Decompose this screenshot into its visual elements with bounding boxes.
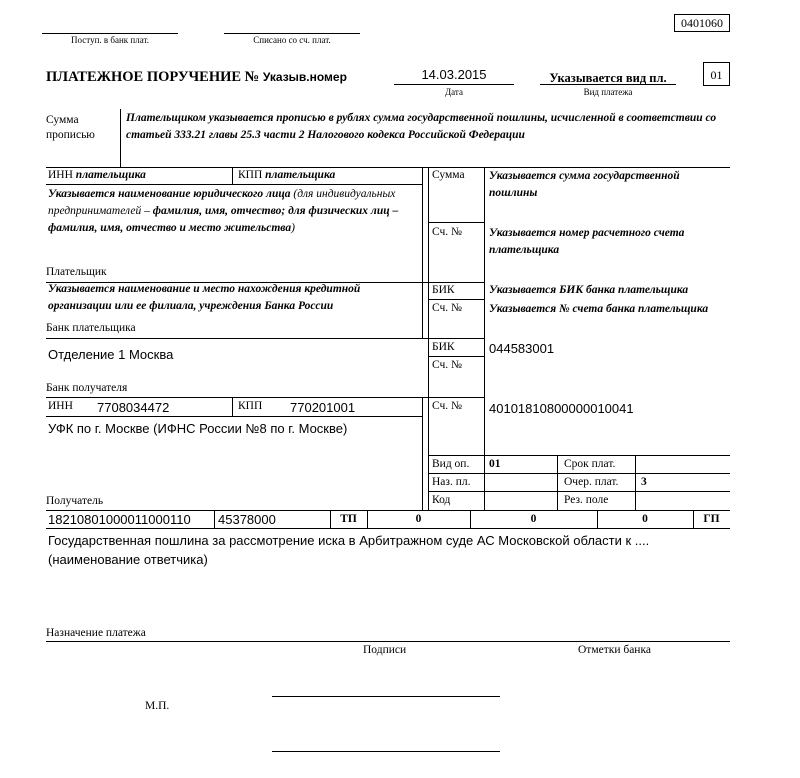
payer-amount-label: Сумма <box>432 169 465 181</box>
grid-line-2 <box>46 184 422 185</box>
grid-vline-right <box>484 167 485 510</box>
payee-name: УФК по г. Москве (ИФНС России №8 по г. Москве) <box>48 421 348 436</box>
payee-inn-label: ИНН <box>48 400 73 412</box>
payee-kpp-label: КПП <box>238 400 263 412</box>
grid-vline-left-2 <box>422 397 423 510</box>
signatures-label: Подписи <box>363 644 407 656</box>
code-label: Код <box>432 494 451 506</box>
purpose-line <box>46 641 730 642</box>
date-label: Дата <box>445 87 463 97</box>
grid-line-14 <box>46 528 730 529</box>
payer-name-normal2: ) <box>291 222 295 234</box>
payer-name-bold: Указывается наименование юридического лица <box>48 188 291 200</box>
payment-type-label: Вид платежа <box>583 87 633 97</box>
grid-vline-codes <box>557 455 558 510</box>
title-text: ПЛАТЕЖНОЕ ПОРУЧЕНИЕ № <box>46 69 260 85</box>
reserved-label: Рез. поле <box>564 494 609 506</box>
number-hint: Указыв.номер <box>262 70 347 84</box>
amount-words-divider <box>120 109 121 167</box>
payer-bank-bik-hint: Указывается БИК банка плательщика <box>489 284 689 296</box>
grid-line-3 <box>428 222 484 223</box>
payer-inn-hint: плательщика <box>75 169 146 181</box>
payer-inn <box>48 169 146 181</box>
grid-line-9 <box>46 416 422 417</box>
payee-account: 40101810800000010041 <box>489 401 634 416</box>
payee-account-label: Сч. № <box>432 400 463 412</box>
grid-vline-inn-kpp <box>232 167 233 184</box>
grid-line-13 <box>46 510 730 511</box>
kbk: 18210801000011000110 <box>48 512 191 527</box>
payer-inn-label: ИНН <box>48 169 73 181</box>
amount-words-label <box>46 113 95 143</box>
payee-label: Получатель <box>46 495 104 507</box>
amount-words-text: Плательщиком указывается прописью в рублях сумма государственной пошлины, исчисленной в соответствии со статьей 333.21 главы 25.3 части 2 Налогового кодекса Российской Федерации <box>126 112 717 141</box>
op-type-label: Вид оп. <box>432 458 470 470</box>
signature-line-2 <box>272 751 500 752</box>
payer-bank-bik-label: БИК <box>432 284 455 296</box>
payee-kpp: 770201001 <box>290 400 356 415</box>
grid-vline-inn-kpp-2 <box>232 397 233 416</box>
tax-div-1 <box>214 510 215 528</box>
stamp-label: М.П. <box>145 700 170 712</box>
payer-kpp <box>238 169 335 181</box>
date-line <box>394 84 514 85</box>
payer-bank-account-label: Сч. № <box>432 302 463 314</box>
payee-bank-name: Отделение 1 Москва <box>48 347 174 362</box>
grid-line-11 <box>428 473 730 474</box>
debited-label: Списано со сч. плат. <box>253 35 331 45</box>
purpose-label: Назначение платежа <box>46 627 146 639</box>
payee-inn: 7708034472 <box>97 400 170 415</box>
grid-line-12 <box>428 491 730 492</box>
grid-vline-mid <box>428 167 429 510</box>
payment-type-line <box>540 84 676 85</box>
date-value: 14.03.2015 <box>421 67 487 82</box>
payer-label: Плательщик <box>46 266 107 278</box>
payer-bank-name-hint: Указывается наименование и место нахождения кредитной организации или ее филиала, учреждения Банка России <box>48 283 361 312</box>
payer-account-label: Сч. № <box>432 226 463 238</box>
purpose-code-label: Наз. пл. <box>432 476 471 488</box>
received-date-line <box>42 33 178 34</box>
payer-name-bold2: фамилия, имя, отчество; для физических лиц – фамилия, имя, отчество и место жительства <box>48 205 399 234</box>
priority-label: Очер. плат. <box>564 476 619 488</box>
payment-type-code: ГП <box>703 513 720 525</box>
signature-line-1 <box>272 696 500 697</box>
payment-basis: ТП <box>340 513 357 525</box>
grid-vline-codes-2 <box>635 455 636 510</box>
payer-name-hint <box>48 186 424 237</box>
oktmo: 45378000 <box>218 512 276 527</box>
document-date: 0 <box>642 513 648 525</box>
payment-type-value: Указывается вид пл. <box>549 71 667 85</box>
purpose-text: Государственная пошлина за рассмотрение иска в Арбитражном суде АС Московской области к .... (наименование ответчика) <box>48 533 650 567</box>
received-label: Поступ. в банк плат. <box>71 35 149 45</box>
payer-kpp-label: КПП <box>238 169 263 181</box>
payer-name-normal: (для индивидуальных предпринимателей – <box>48 188 396 217</box>
payee-bank-bik-label: БИК <box>432 341 455 353</box>
grid-line-7 <box>428 356 484 357</box>
document-title <box>46 69 347 86</box>
payer-account-hint: Указывается номер расчетного счета плательщика <box>489 227 685 256</box>
status-code: 01 <box>710 68 723 82</box>
payer-amount-hint: Указывается сумма государственной пошлины <box>489 170 680 199</box>
op-type: 01 <box>489 458 501 470</box>
grid-line-6 <box>46 338 484 339</box>
payer-kpp-hint: плательщика <box>265 169 336 181</box>
grid-line-8 <box>46 397 484 398</box>
payer-bank-label: Банк плательщика <box>46 322 136 334</box>
amount-words-label-line2: прописью <box>46 129 95 141</box>
bank-marks-label: Отметки банка <box>578 644 651 656</box>
payee-bank-label: Банк получателя <box>46 382 128 394</box>
payee-bank-bik: 044583001 <box>489 341 555 356</box>
form-code: 0401060 <box>681 16 723 30</box>
document-number: 0 <box>530 513 537 525</box>
grid-line-5 <box>428 299 484 300</box>
grid-line-10 <box>428 455 730 456</box>
tax-period: 0 <box>415 513 422 525</box>
payer-bank-account-hint: Указывается № счета банка плательщика <box>489 303 709 315</box>
payee-bank-account-label: Сч. № <box>432 359 463 371</box>
amount-words-label-line1: Сумма <box>46 114 79 126</box>
due-label: Срок плат. <box>564 458 616 470</box>
priority: 3 <box>641 476 647 488</box>
debited-date-line <box>224 33 360 34</box>
